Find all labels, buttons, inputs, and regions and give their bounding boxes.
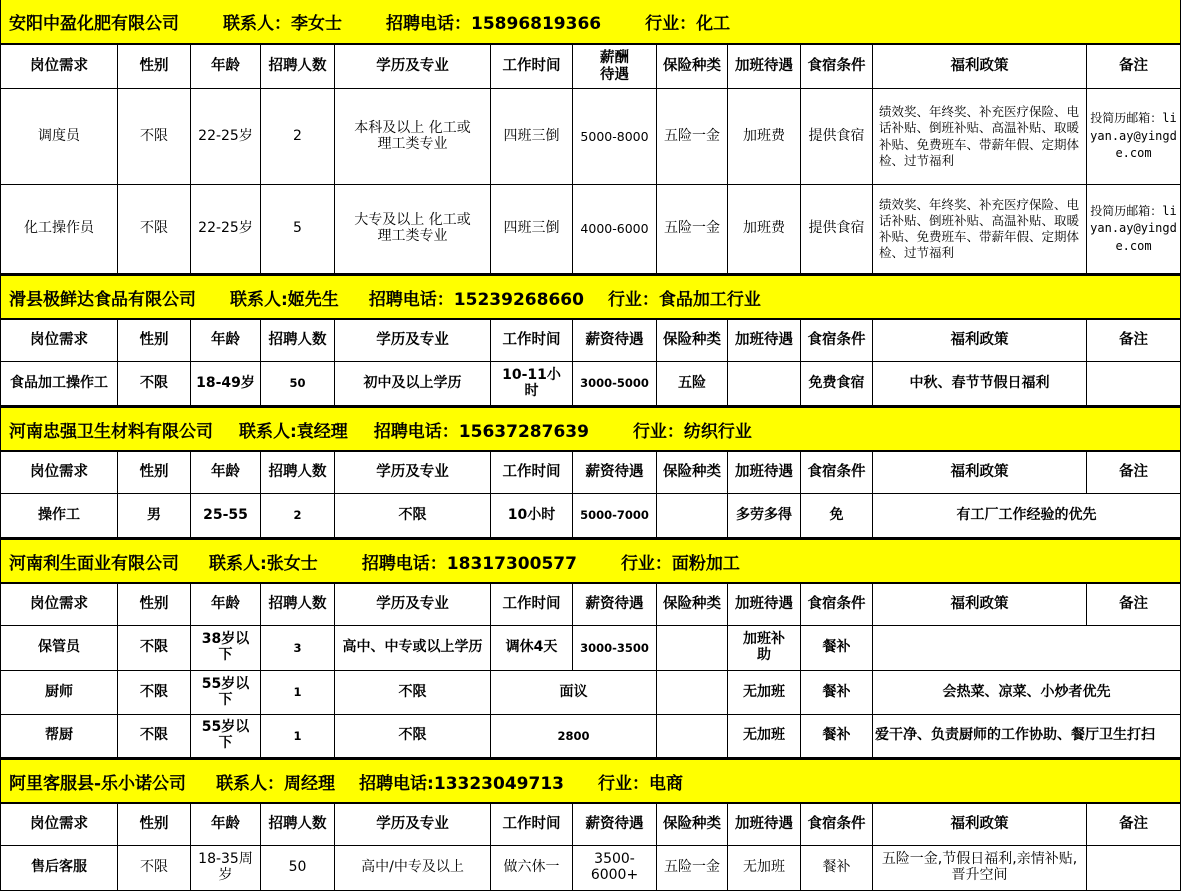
header-cell: 性别 bbox=[118, 45, 191, 89]
overtime-cell: 无加班 bbox=[728, 671, 801, 715]
company-name: 河南利生面业有限公司 bbox=[9, 553, 179, 574]
table-row bbox=[0, 185, 1181, 274]
table-header-row bbox=[0, 584, 1181, 626]
header-cell: 福利政策 bbox=[873, 452, 1087, 494]
company-industry: 行业：纺织行业 bbox=[632, 421, 752, 442]
company-name: 滑县极鲜达食品有限公司 bbox=[9, 289, 196, 310]
worktime-cell: 10-11小时 bbox=[491, 362, 573, 406]
benefits-cell: 中秋、春节节假日福利 bbox=[873, 362, 1087, 406]
position-cell: 保管员 bbox=[0, 626, 118, 671]
company-phone: 招聘电话:13323049713 bbox=[359, 773, 564, 794]
header-cell: 备注 bbox=[1087, 804, 1181, 846]
benefits-cell: 有工厂工作经验的优先 bbox=[873, 494, 1181, 538]
header-cell: 备注 bbox=[1087, 452, 1181, 494]
age-cell: 55岁以下 bbox=[191, 715, 261, 758]
education-cell: 不限 bbox=[335, 671, 491, 715]
header-cell: 招聘人数 bbox=[261, 452, 335, 494]
header-cell: 薪资待遇 bbox=[573, 804, 657, 846]
header-cell: 性别 bbox=[118, 584, 191, 626]
company-name: 安阳中盈化肥有限公司 bbox=[9, 14, 179, 34]
company-phone: 招聘电话：15896819366 bbox=[386, 14, 602, 34]
header-cell: 食宿条件 bbox=[801, 584, 873, 626]
header-cell: 备注 bbox=[1087, 45, 1181, 89]
header-cell: 年龄 bbox=[191, 452, 261, 494]
overtime-cell: 无加班 bbox=[728, 715, 801, 758]
board-cell: 提供食宿 bbox=[801, 89, 873, 185]
company-title-bar bbox=[0, 538, 1181, 584]
insurance-cell: 五险一金 bbox=[657, 89, 728, 185]
position-cell: 厨师 bbox=[0, 671, 118, 715]
age-cell: 22-25岁 bbox=[191, 185, 261, 274]
salary-cell: 面议 bbox=[491, 671, 657, 715]
header-cell: 加班待遇 bbox=[728, 45, 801, 89]
age-cell: 25-55 bbox=[191, 494, 261, 538]
header-cell: 工作时间 bbox=[491, 452, 573, 494]
company-phone: 招聘电话：18317300577 bbox=[361, 553, 577, 574]
overtime-cell: 加班费 bbox=[728, 89, 801, 185]
position-cell: 操作工 bbox=[0, 494, 118, 538]
company-title-bar bbox=[0, 758, 1181, 804]
header-cell: 年龄 bbox=[191, 584, 261, 626]
header-cell: 学历及专业 bbox=[335, 804, 491, 846]
table-header-row bbox=[0, 452, 1181, 494]
position-cell: 食品加工操作工 bbox=[0, 362, 118, 406]
header-cell: 食宿条件 bbox=[801, 804, 873, 846]
salary-cell: 5000-8000 bbox=[573, 89, 657, 185]
education-cell: 大专及以上 化工或理工类专业 bbox=[335, 185, 491, 274]
insurance-cell bbox=[657, 494, 728, 538]
insurance-cell: 五险一金 bbox=[657, 846, 728, 891]
company-contact: 联系人：李女士 bbox=[223, 14, 342, 34]
gender-cell: 不限 bbox=[118, 671, 191, 715]
header-cell: 加班待遇 bbox=[728, 804, 801, 846]
board-cell: 餐补 bbox=[801, 626, 873, 671]
header-cell: 岗位需求 bbox=[0, 320, 118, 362]
company-industry: 行业：化工 bbox=[645, 14, 731, 34]
header-cell: 招聘人数 bbox=[261, 584, 335, 626]
company-contact: 联系人：周经理 bbox=[216, 773, 336, 794]
header-cell: 福利政策 bbox=[873, 45, 1087, 89]
salary-cell: 2800 bbox=[491, 715, 657, 758]
gender-cell: 不限 bbox=[118, 89, 191, 185]
overtime-cell: 加班费 bbox=[728, 185, 801, 274]
header-cell: 招聘人数 bbox=[261, 320, 335, 362]
header-cell: 食宿条件 bbox=[801, 320, 873, 362]
header-cell: 保险种类 bbox=[657, 45, 728, 89]
headcount-cell: 50 bbox=[261, 846, 335, 891]
table-header-row bbox=[0, 804, 1181, 846]
company-title-bar bbox=[0, 0, 1181, 45]
table-header-row bbox=[0, 320, 1181, 362]
worktime-cell: 做六休一 bbox=[491, 846, 573, 891]
company-name: 阿里客服县-乐小诺公司 bbox=[9, 773, 187, 794]
remarks-cell: 投简历邮箱：liyan.ay@yingde.com bbox=[1087, 185, 1181, 274]
insurance-cell bbox=[657, 626, 728, 671]
worktime-cell: 四班三倒 bbox=[491, 89, 573, 185]
table-row bbox=[0, 362, 1181, 406]
overtime-cell: 多劳多得 bbox=[728, 494, 801, 538]
header-cell: 加班待遇 bbox=[728, 320, 801, 362]
header-cell: 工作时间 bbox=[491, 804, 573, 846]
company-contact: 联系人:袁经理 bbox=[239, 421, 348, 442]
headcount-cell: 3 bbox=[261, 626, 335, 671]
company-industry: 行业：食品加工行业 bbox=[607, 289, 761, 310]
headcount-cell: 50 bbox=[261, 362, 335, 406]
header-cell: 工作时间 bbox=[491, 45, 573, 89]
table-header-row bbox=[0, 45, 1181, 89]
header-cell: 保险种类 bbox=[657, 320, 728, 362]
gender-cell: 不限 bbox=[118, 626, 191, 671]
header-cell: 年龄 bbox=[191, 320, 261, 362]
company-phone: 招聘电话：15239268660 bbox=[368, 289, 584, 310]
header-cell: 福利政策 bbox=[873, 584, 1087, 626]
headcount-cell: 1 bbox=[261, 715, 335, 758]
benefits-cell: 爱干净、负责厨师的工作协助、餐厅卫生打扫 bbox=[873, 715, 1181, 758]
table-row bbox=[0, 846, 1181, 891]
benefits-cell: 五险一金,节假日福利,亲情补贴,晋升空间 bbox=[873, 846, 1087, 891]
worktime-cell: 10小时 bbox=[491, 494, 573, 538]
position-cell: 化工操作员 bbox=[0, 185, 118, 274]
table-row bbox=[0, 89, 1181, 185]
table-row bbox=[0, 494, 1181, 538]
insurance-cell bbox=[657, 671, 728, 715]
header-cell: 薪资待遇 bbox=[573, 452, 657, 494]
worktime-cell: 调休4天 bbox=[491, 626, 573, 671]
board-cell: 餐补 bbox=[801, 671, 873, 715]
gender-cell: 不限 bbox=[118, 362, 191, 406]
age-cell: 22-25岁 bbox=[191, 89, 261, 185]
company-phone: 招聘电话：15637287639 bbox=[373, 421, 589, 442]
header-cell: 食宿条件 bbox=[801, 452, 873, 494]
company-contact: 联系人:姬先生 bbox=[230, 289, 339, 310]
headcount-cell: 2 bbox=[261, 89, 335, 185]
benefits-cell bbox=[873, 626, 1181, 671]
education-cell: 初中及以上学历 bbox=[335, 362, 491, 406]
header-cell: 加班待遇 bbox=[728, 584, 801, 626]
company-title-bar bbox=[0, 406, 1181, 452]
headcount-cell: 2 bbox=[261, 494, 335, 538]
salary-cell: 3000-5000 bbox=[573, 362, 657, 406]
age-cell: 55岁以下 bbox=[191, 671, 261, 715]
header-cell: 岗位需求 bbox=[0, 45, 118, 89]
table-row bbox=[0, 671, 1181, 715]
gender-cell: 不限 bbox=[118, 715, 191, 758]
header-cell: 加班待遇 bbox=[728, 452, 801, 494]
worktime-cell: 四班三倒 bbox=[491, 185, 573, 274]
board-cell: 免 bbox=[801, 494, 873, 538]
gender-cell: 不限 bbox=[118, 185, 191, 274]
header-cell: 年龄 bbox=[191, 45, 261, 89]
overtime-cell: 无加班 bbox=[728, 846, 801, 891]
benefits-cell: 会热菜、凉菜、小炒者优先 bbox=[873, 671, 1181, 715]
header-cell: 福利政策 bbox=[873, 320, 1087, 362]
overtime-cell: 加班补助 bbox=[728, 626, 801, 671]
remarks-cell bbox=[1087, 362, 1181, 406]
company-industry: 行业：面粉加工 bbox=[620, 553, 740, 574]
header-cell: 性别 bbox=[118, 320, 191, 362]
education-cell: 不限 bbox=[335, 715, 491, 758]
gender-cell: 不限 bbox=[118, 846, 191, 891]
header-cell: 薪资待遇 bbox=[573, 320, 657, 362]
header-cell: 学历及专业 bbox=[335, 45, 491, 89]
salary-cell: 5000-7000 bbox=[573, 494, 657, 538]
education-cell: 高中/中专及以上 bbox=[335, 846, 491, 891]
header-cell: 学历及专业 bbox=[335, 584, 491, 626]
table-row bbox=[0, 715, 1181, 758]
header-cell: 食宿条件 bbox=[801, 45, 873, 89]
header-cell: 薪资待遇 bbox=[573, 584, 657, 626]
position-cell: 调度员 bbox=[0, 89, 118, 185]
headcount-cell: 1 bbox=[261, 671, 335, 715]
salary-cell: 3000-3500 bbox=[573, 626, 657, 671]
header-cell: 保险种类 bbox=[657, 804, 728, 846]
board-cell: 餐补 bbox=[801, 715, 873, 758]
board-cell: 提供食宿 bbox=[801, 185, 873, 274]
insurance-cell: 五险一金 bbox=[657, 185, 728, 274]
header-cell: 学历及专业 bbox=[335, 452, 491, 494]
salary-cell: 3500-6000+ bbox=[573, 846, 657, 891]
benefits-cell: 绩效奖、年终奖、补充医疗保险、电话补贴、倒班补贴、高温补贴、取暖补贴、免费班车、带薪年假、定期体检、过节福利 bbox=[873, 185, 1087, 274]
headcount-cell: 5 bbox=[261, 185, 335, 274]
position-cell: 售后客服 bbox=[0, 846, 118, 891]
age-cell: 18-49岁 bbox=[191, 362, 261, 406]
position-cell: 帮厨 bbox=[0, 715, 118, 758]
header-cell: 岗位需求 bbox=[0, 804, 118, 846]
company-contact: 联系人:张女士 bbox=[209, 553, 318, 574]
insurance-cell: 五险 bbox=[657, 362, 728, 406]
company-industry: 行业：电商 bbox=[597, 773, 683, 794]
header-cell: 学历及专业 bbox=[335, 320, 491, 362]
table-row bbox=[0, 626, 1181, 671]
header-cell: 保险种类 bbox=[657, 584, 728, 626]
header-cell: 招聘人数 bbox=[261, 804, 335, 846]
header-cell: 工作时间 bbox=[491, 584, 573, 626]
gender-cell: 男 bbox=[118, 494, 191, 538]
insurance-cell bbox=[657, 715, 728, 758]
age-cell: 18-35周岁 bbox=[191, 846, 261, 891]
age-cell: 38岁以下 bbox=[191, 626, 261, 671]
education-cell: 不限 bbox=[335, 494, 491, 538]
header-cell: 工作时间 bbox=[491, 320, 573, 362]
education-cell: 本科及以上 化工或理工类专业 bbox=[335, 89, 491, 185]
header-cell: 性别 bbox=[118, 804, 191, 846]
header-cell: 薪酬待遇 bbox=[573, 45, 657, 89]
header-cell: 岗位需求 bbox=[0, 452, 118, 494]
header-cell: 备注 bbox=[1087, 320, 1181, 362]
remarks-cell: 投简历邮箱：liyan.ay@yingde.com bbox=[1087, 89, 1181, 185]
overtime-cell bbox=[728, 362, 801, 406]
header-cell: 岗位需求 bbox=[0, 584, 118, 626]
header-cell: 福利政策 bbox=[873, 804, 1087, 846]
header-cell: 性别 bbox=[118, 452, 191, 494]
company-title-bar bbox=[0, 274, 1181, 320]
header-cell: 备注 bbox=[1087, 584, 1181, 626]
header-cell: 年龄 bbox=[191, 804, 261, 846]
company-name: 河南忠强卫生材料有限公司 bbox=[9, 421, 213, 442]
header-cell: 招聘人数 bbox=[261, 45, 335, 89]
education-cell: 高中、中专或以上学历 bbox=[335, 626, 491, 671]
board-cell: 餐补 bbox=[801, 846, 873, 891]
remarks-cell bbox=[1087, 846, 1181, 891]
board-cell: 免费食宿 bbox=[801, 362, 873, 406]
salary-cell: 4000-6000 bbox=[573, 185, 657, 274]
header-cell: 保险种类 bbox=[657, 452, 728, 494]
benefits-cell: 绩效奖、年终奖、补充医疗保险、电话补贴、倒班补贴、高温补贴、取暖补贴、免费班车、带薪年假、定期体检、过节福利 bbox=[873, 89, 1087, 185]
